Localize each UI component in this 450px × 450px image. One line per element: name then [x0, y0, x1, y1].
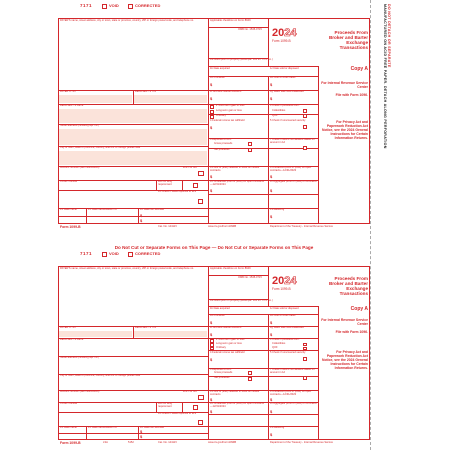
footer-department: Department of the Treasury - Internal Revenue Service — [270, 441, 334, 444]
fatca-checkbox[interactable] — [193, 183, 198, 188]
box1c-label: 1c Date sold or disposed — [270, 307, 299, 310]
second-tin-label: 2nd TIN not. — [183, 166, 198, 169]
box2-long-label: Long-term gain or loss — [216, 109, 242, 112]
box6-net-checkbox[interactable] — [248, 377, 252, 381]
box2-ordinary-checkbox[interactable] — [210, 347, 214, 350]
box5-checkbox[interactable] — [303, 357, 307, 361]
recipient-name-label: RECIPIENT'S name — [60, 104, 84, 107]
box1b-label: 1b Date acquired — [210, 307, 230, 310]
box3-collectibles-checkbox[interactable] — [303, 343, 307, 346]
box6-gross-label: Gross proceeds — [214, 371, 233, 374]
box4-label: 4 Federal income tax withheld — [210, 351, 245, 354]
box4-dollar: $ — [210, 357, 213, 362]
payer-name-field[interactable] — [59, 276, 207, 324]
form-copy-top — [58, 3, 370, 236]
form-name: Form 1099-B — [272, 287, 291, 291]
recipient-name-label: RECIPIENT'S name — [60, 338, 84, 341]
box4-label: 4 Federal income tax withheld — [210, 119, 245, 122]
second-tin-checkbox[interactable] — [198, 171, 204, 176]
footer-form-name: Form 1099-B — [60, 441, 81, 445]
box7-checkbox[interactable] — [303, 376, 307, 380]
box16-label: 16 State tax withheld — [140, 426, 165, 429]
payer-tin-label: PAYER'S TIN — [60, 90, 76, 93]
copy-a-label: Copy A — [350, 66, 368, 72]
box11-dollar: $ — [270, 188, 273, 193]
box9-label: 9 Unrealized profit or (loss) on open contracts—12/31/2023 — [270, 166, 312, 172]
for-irs-label: For Internal Revenue Service Center — [321, 81, 368, 89]
box1c-label: 1c Date sold or disposed — [270, 67, 299, 70]
box15-label: 15 State identification no. — [88, 208, 118, 211]
box3-collectibles-label: Collectibles — [272, 109, 286, 112]
box1d-dollar: $ — [210, 82, 213, 87]
box6-label: 6 Reported to IRS: — [210, 368, 232, 371]
box10-label: 10 Unrealized profit or (loss) on open contracts—12/31/2024 — [210, 180, 264, 186]
box10-dollar: $ — [210, 409, 213, 414]
corrected-label: CORRECTED — [135, 251, 161, 256]
void-label: VOID — [109, 3, 119, 8]
box6-net-checkbox[interactable] — [248, 148, 252, 152]
street-address-label: Street address (including apt. no.) — [60, 124, 99, 127]
box8-dollar: $ — [210, 174, 213, 179]
box9-dollar: $ — [270, 397, 273, 402]
box3-qof-checkbox[interactable] — [303, 347, 307, 350]
box14-label: 14 State name — [60, 426, 77, 429]
box3-collectibles-checkbox[interactable] — [303, 109, 307, 113]
box8-dollar: $ — [210, 397, 213, 402]
cusip-label: CUSIP number — [60, 402, 78, 405]
box1b-label: 1b Date acquired — [210, 67, 230, 70]
form-title: Proceeds From Broker and Barter Exchange Transactions — [328, 276, 368, 296]
second-tin-checkbox[interactable] — [198, 395, 204, 400]
corrected-checkbox[interactable] — [128, 4, 133, 9]
box3-qof-label: QOF — [272, 114, 278, 117]
box8-label: 8 Profit or (loss) realized in 2024 on closed contracts — [210, 166, 260, 172]
footer-lsa: LSA — [103, 441, 108, 444]
box16-dollar: $ — [140, 429, 143, 434]
box1g-label: 1g Wash sale loss disallowed — [270, 90, 304, 93]
tax-year: 2024 — [272, 275, 297, 287]
void-checkbox[interactable] — [102, 4, 107, 9]
file-with-label: File with Form 1096. — [335, 93, 368, 97]
box1e-dollar: $ — [270, 320, 273, 325]
footer-cat-no: Cat. No. 14411V — [158, 441, 177, 444]
box3-qof-checkbox[interactable] — [303, 114, 307, 118]
box2-ordinary-label: Ordinary — [216, 346, 226, 349]
box6-gross-label: Gross proceeds — [214, 142, 233, 145]
box1a-label: 1a Description of property (Example: 100 sh. XYZ Co.) — [210, 299, 273, 302]
box12-checkbox[interactable] — [198, 199, 203, 204]
box6-gross-checkbox[interactable] — [248, 371, 252, 375]
perforation-line — [370, 0, 371, 450]
footer-url: www.irs.gov/Form1099B — [208, 441, 237, 444]
box1d-label: 1d Proceeds — [210, 76, 225, 79]
recipient-tin-field[interactable] — [134, 331, 207, 337]
corrected-label: CORRECTED — [135, 3, 161, 8]
box5-label: 5 Check if noncovered security — [270, 119, 306, 122]
box13-dollar: $ — [270, 214, 273, 219]
box9-label: 9 Unrealized profit or (loss) on open contracts—12/31/2023 — [270, 390, 312, 396]
box10-dollar: $ — [210, 188, 213, 193]
box1g-dollar: $ — [270, 332, 273, 337]
street-address-field[interactable] — [59, 129, 207, 145]
box12-label: 12 Check if basis reported to IRS — [158, 190, 197, 193]
box12-checkbox[interactable] — [198, 420, 203, 425]
box11-dollar: $ — [270, 409, 273, 414]
corrected-checkbox[interactable] — [128, 252, 133, 257]
omb-number: OMB No. 1545-0715 — [238, 276, 262, 279]
form-code: 7171 — [80, 251, 93, 256]
recipient-tin-label: RECIPIENT'S TIN — [135, 326, 156, 329]
box3-label: 3 Check if proceeds from: — [270, 104, 300, 107]
box1g-dollar: $ — [270, 96, 273, 101]
recipient-name-field[interactable] — [59, 109, 207, 123]
side-text-paper: MANUFACTURED ON ACID FREE PAPER. DETACH ALONG PERFORATION — [383, 4, 387, 149]
box2-label: 2 Short-term gain or loss — [216, 338, 245, 341]
box12-label: 12 Check if basis reported to IRS — [158, 412, 197, 415]
box1e-dollar: $ — [270, 82, 273, 87]
box5-label: 5 Check if noncovered security — [270, 351, 306, 354]
omb-number: OMB No. 1545-0715 — [238, 28, 262, 31]
file-with-label: File with Form 1096. — [335, 330, 368, 334]
box2-long-checkbox[interactable] — [210, 110, 214, 114]
box6-net-label: Net proceeds — [214, 376, 230, 379]
box9-dollar: $ — [270, 174, 273, 179]
tax-year: 2024 — [272, 27, 297, 39]
box3-qof-label: QOF — [272, 346, 278, 349]
box7-label: 7 Check if loss is not allowed based on amount in 1d — [270, 368, 315, 374]
box1a-label: 1a Description of property (Example: 100 sh. XYZ Co.) — [210, 58, 273, 61]
cusip-label: CUSIP number — [60, 180, 78, 183]
payer-name-field[interactable] — [59, 28, 207, 88]
recipient-tin-field[interactable] — [134, 95, 207, 103]
box1g-label: 1g Wash sale loss disallowed — [270, 326, 304, 329]
box7-checkbox[interactable] — [303, 146, 307, 150]
box2-long-label: Long-term gain or loss — [216, 342, 242, 345]
fatca-label: FATCA filing requirement — [158, 180, 173, 186]
payer-tin-field[interactable] — [59, 331, 132, 337]
second-tin-label: 2nd TIN not. — [183, 390, 198, 393]
privacy-notice: For Privacy Act and Paperwork Reduction Act Notice, see the 2024 General Instructions for Certain Information Returns. — [322, 120, 368, 140]
box1f-dollar: $ — [210, 96, 213, 101]
box6-gross-checkbox[interactable] — [248, 142, 252, 146]
box1f-label: 1f Accrued market discount — [210, 326, 242, 329]
form-name: Form 1099-B — [272, 39, 291, 43]
form-title: Proceeds From Broker and Barter Exchange Transactions — [328, 30, 368, 50]
fatca-checkbox[interactable] — [193, 405, 198, 410]
box1e-label: 1e Cost or other basis — [270, 314, 296, 317]
box13-label: 13 Bartering — [270, 426, 285, 429]
box1e-label: 1e Cost or other basis — [270, 76, 296, 79]
box1d-label: 1d Proceeds — [210, 314, 225, 317]
box6-net-label: Net proceeds — [214, 148, 230, 151]
recipient-tin-label: RECIPIENT'S TIN — [135, 90, 156, 93]
copy-a-label: Copy A — [350, 306, 368, 312]
box14-label: 14 State name — [60, 208, 77, 211]
box1d-dollar: $ — [210, 320, 213, 325]
box1f-dollar: $ — [210, 332, 213, 337]
box15-label: 15 State identification no. — [88, 426, 118, 429]
for-irs-label: For Internal Revenue Service Center — [321, 318, 368, 326]
box16-dollar-2: $ — [140, 434, 143, 439]
payer-name-label: PAYER'S name, street address, city or town, state or province, country, ZIP or foreign postal code, and telephone no. — [60, 267, 194, 270]
side-text-detach: DO NOT DETACH OR SEPARATE — [387, 4, 391, 68]
box8-label: 8 Profit or (loss) realized in 2024 on closed contracts — [210, 390, 260, 396]
box1f-label: 1f Accrued market discount — [210, 90, 242, 93]
void-label: VOID — [109, 251, 119, 256]
box2-short-checkbox[interactable] — [210, 105, 214, 109]
box13-label: 13 Bartering — [270, 208, 285, 211]
payer-tin-label: PAYER'S TIN — [60, 326, 76, 329]
side-strip — [383, 4, 391, 444]
box3-collectibles-label: Collectibles — [272, 342, 286, 345]
footer-form-name: Form 1099-B — [60, 225, 81, 229]
box6-label: 6 Reported to IRS: — [210, 138, 232, 141]
do-not-cut-notice: Do Not Cut or Separate Forms on This Page — Do Not Cut or Separate Forms on This Page — [114, 245, 314, 250]
account-number-label: Account number (see instructions) — [60, 390, 100, 393]
box11-label: 11 Aggregate profit or (loss) on contracts — [270, 402, 317, 405]
box11-label: 11 Aggregate profit or (loss) on contracts — [270, 180, 317, 183]
box4-dollar: $ — [210, 125, 213, 130]
footer-cat-no: Cat. No. 14411V — [158, 225, 177, 228]
box7-label: 7 Check if loss is not allowed based on amount in 1d — [270, 138, 315, 144]
footer-url: www.irs.gov/Form1099B — [208, 225, 237, 228]
payer-name-label: PAYER'S name, street address, city or town, state or province, country, ZIP or foreign postal code, and telephone no. — [60, 19, 194, 22]
box2-label: 2 Short-term gain or loss — [216, 104, 245, 107]
applicable-checkbox-label: Applicable checkbox on Form 8949 — [210, 267, 251, 270]
privacy-notice: For Privacy Act and Paperwork Reduction Act Notice, see the 2024 General Instructions for Certain Information Returns. — [322, 350, 368, 370]
box13-dollar: $ — [270, 432, 273, 437]
account-number-label: Account number (see instructions) — [60, 166, 100, 169]
box2-ordinary-label: Ordinary — [216, 114, 226, 117]
form-sheet — [58, 0, 370, 450]
form-code: 7171 — [80, 3, 93, 8]
box10-label: 10 Unrealized profit or (loss) on open contracts—12/31/2024 — [210, 402, 264, 408]
box5-checkbox[interactable] — [303, 125, 307, 129]
fatca-label: FATCA filing requirement — [158, 402, 173, 408]
box16-label: 16 State tax withheld — [140, 208, 165, 211]
city-field[interactable] — [59, 151, 207, 165]
void-checkbox[interactable] — [102, 252, 107, 257]
city-label: City or town, state or province, country, and ZIP or foreign postal code — [60, 146, 141, 149]
form-copy-bottom — [58, 251, 370, 450]
box16-dollar: $ — [140, 213, 143, 218]
payer-tin-field[interactable] — [59, 95, 132, 103]
box16-dollar-2: $ — [140, 218, 143, 223]
city-label: City or town, state or province, country, and ZIP or foreign postal code — [60, 374, 141, 377]
footer-code: 5152 — [128, 441, 134, 444]
applicable-checkbox-label: Applicable checkbox on Form 8949 — [210, 19, 251, 22]
box3-label: 3 Check if proceeds from: — [270, 338, 300, 341]
street-address-label: Street address (including apt. no.) — [60, 356, 99, 359]
footer-department: Department of the Treasury - Internal Revenue Service — [270, 225, 334, 228]
